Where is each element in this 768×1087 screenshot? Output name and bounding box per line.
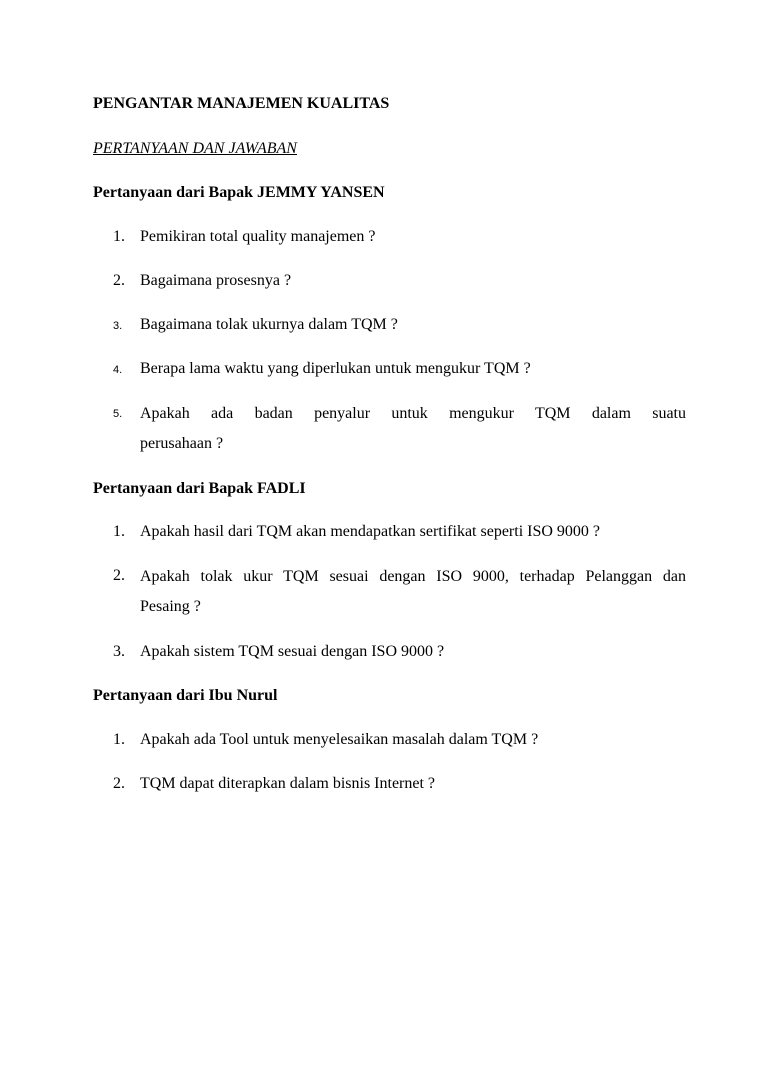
section-heading-fadli: Pertanyaan dari Bapak FADLI [93, 480, 306, 497]
list-number: 4. [113, 364, 123, 376]
question-text: Apakah ada badan penyalur untuk mengukur TQM dalam suatu [140, 405, 686, 422]
question-text: Bagaimana prosesnya ? [140, 272, 292, 289]
section-heading-nurul: Pertanyaan dari Ibu Nurul [93, 687, 278, 704]
document-page [93, 0, 686, 1087]
question-text-continuation: Pesaing ? [140, 598, 201, 615]
list-number: 1. [113, 228, 125, 245]
question-text: Bagaimana tolak ukurnya dalam TQM ? [140, 316, 398, 333]
list-number: 3. [113, 643, 125, 660]
list-number: 5. [113, 408, 123, 420]
question-text: Apakah tolak ukur TQM sesuai dengan ISO 9000, terhadap Pelanggan dan [140, 568, 686, 585]
list-number: 3. [113, 320, 123, 332]
document-title: PENGANTAR MANAJEMEN KUALITAS [93, 95, 390, 112]
question-text-continuation: perusahaan ? [140, 435, 224, 452]
question-text: Berapa lama waktu yang diperlukan untuk mengukur TQM ? [140, 360, 531, 377]
question-text: TQM dapat diterapkan dalam bisnis Internet ? [140, 775, 436, 792]
list-number: 2. [113, 567, 125, 584]
question-text: Apakah hasil dari TQM akan mendapatkan sertifikat seperti ISO 9000 ? [140, 523, 601, 540]
section-heading-jemmy-yansen: Pertanyaan dari Bapak JEMMY YANSEN [93, 184, 385, 201]
question-text: Apakah sistem TQM sesuai dengan ISO 9000 ? [140, 643, 445, 660]
question-text: Apakah ada Tool untuk menyelesaikan masalah dalam TQM ? [140, 731, 539, 748]
list-number: 2. [113, 775, 125, 792]
list-number: 2. [113, 272, 125, 289]
document-subtitle: PERTANYAAN DAN JAWABAN [93, 140, 297, 157]
list-number: 1. [113, 731, 125, 748]
list-number: 1. [113, 523, 125, 540]
question-text: Pemikiran total quality manajemen ? [140, 228, 376, 245]
